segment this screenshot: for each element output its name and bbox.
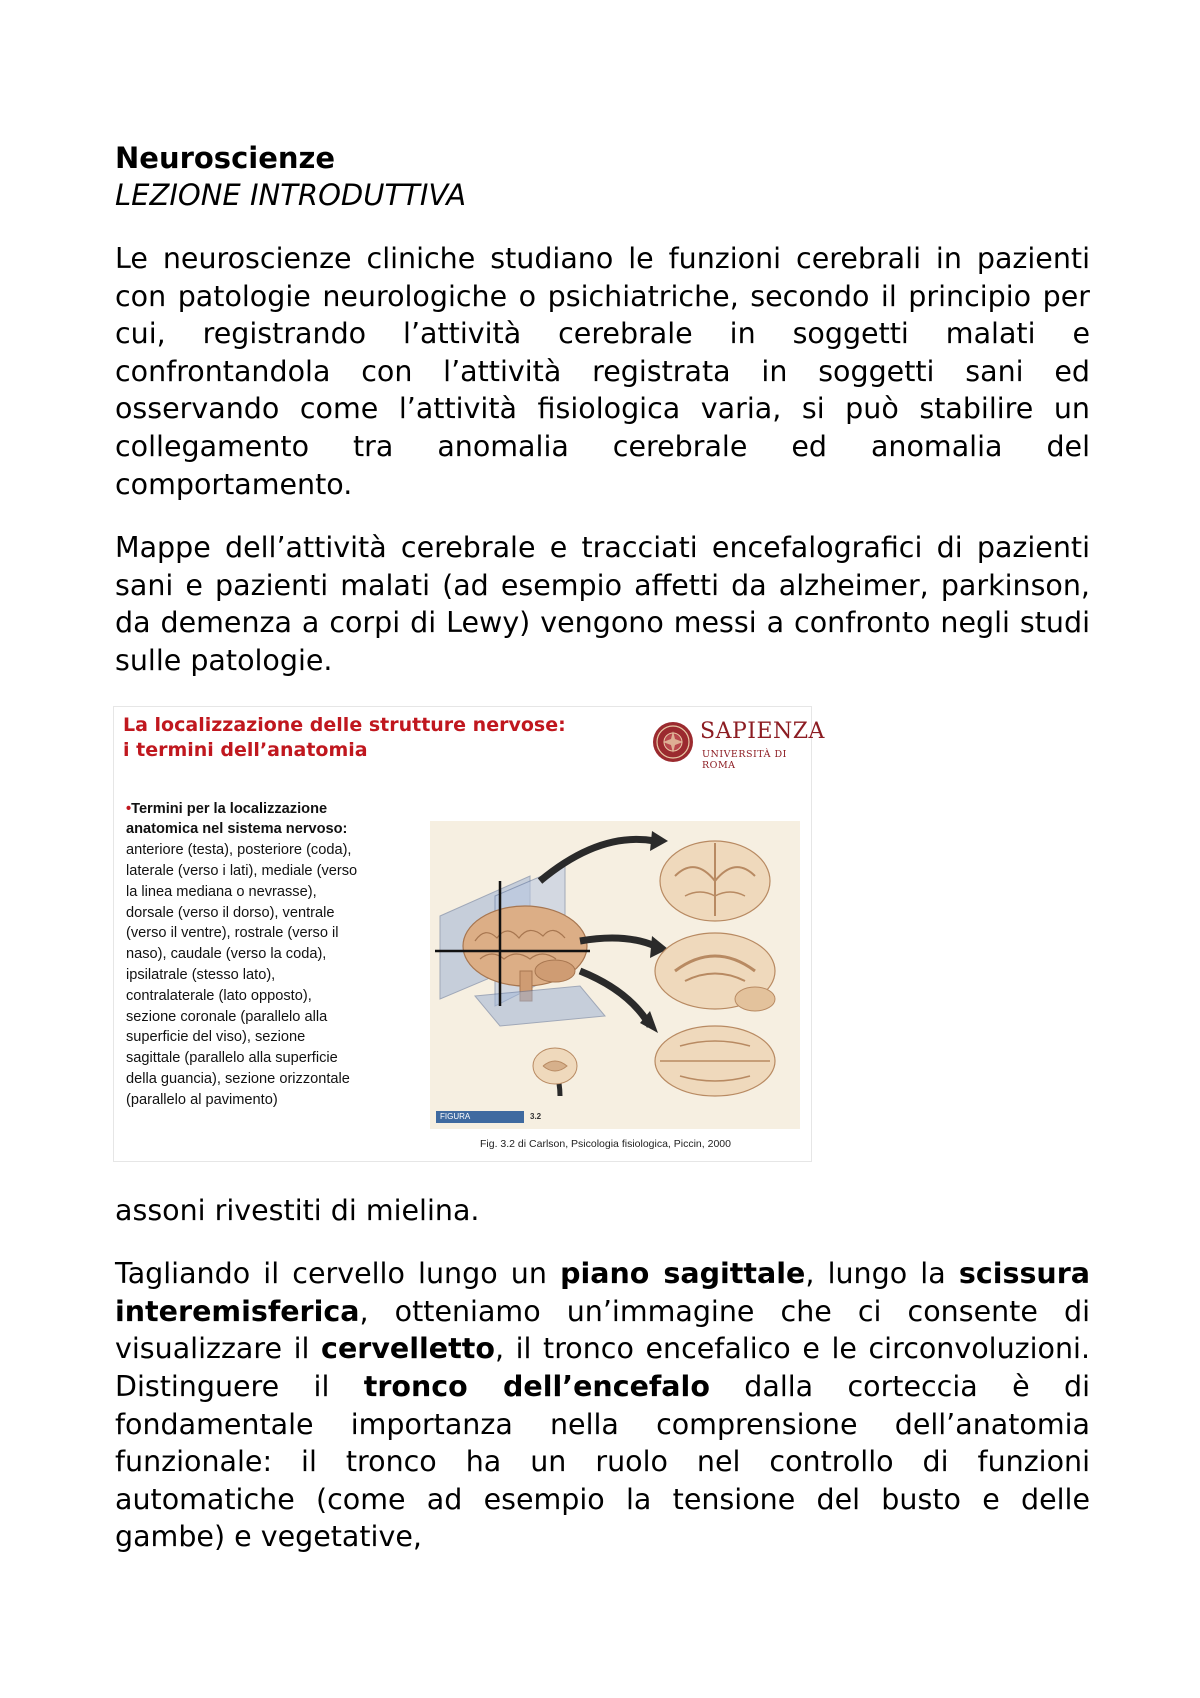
sapienza-logo <box>652 717 825 773</box>
slide-text-line: (parallelo al pavimento) <box>126 1091 278 1108</box>
brain-illustration <box>430 821 800 1129</box>
figure-label: FIGURA <box>436 1111 524 1123</box>
lead-line-2: anatomica nel sistema nervoso: <box>126 821 348 838</box>
logo-subtitle: UNIVERSITÀ DI ROMA <box>702 748 787 771</box>
term-cervelletto: cervelletto <box>321 1332 495 1366</box>
paragraph-4 <box>115 1255 1090 1556</box>
slide-text-line: (verso il ventre), rostrale (verso il <box>126 925 339 942</box>
slide-text-line: superficie del viso), sezione <box>126 1029 306 1046</box>
lecture-slide-figure <box>113 706 825 1162</box>
p4-text-1: Tagliando il cervello lungo un <box>115 1257 561 1291</box>
paragraph-3: assoni rivestiti di mielina. <box>115 1193 480 1227</box>
brain-planes-figure <box>430 821 800 1129</box>
lead-line-1: Termini per la localizzazione <box>131 800 328 817</box>
slide-text-line: sagittale (parallelo alla superficie <box>126 1050 338 1067</box>
document-page <box>115 140 1090 1582</box>
slide-text-line: naso), caudale (verso la coda), <box>126 946 327 963</box>
p4-text-4: , il tronco encefalico e le circonvoluzioni. Distinguere il <box>115 1332 1090 1403</box>
figure-number: 3.2 <box>530 1111 542 1121</box>
slide-title <box>123 713 566 763</box>
slide-title-line-1: La localizzazione delle strutture nervose: <box>123 713 566 736</box>
p4-text-2: , lungo la <box>805 1257 959 1291</box>
term-piano-sagittale: piano sagittale <box>560 1257 806 1291</box>
slide-text-line: dorsale (verso il dorso), ventrale <box>126 904 335 921</box>
logo-name: SAPIENZA <box>700 718 825 744</box>
document-title: Neuroscienze <box>115 141 336 175</box>
slide-text-line: anteriore (testa), posteriore (coda), <box>126 842 352 859</box>
slide-text-line: della guancia), sezione orizzontale <box>126 1070 350 1087</box>
document-subtitle: LEZIONE INTRODUTTIVA <box>115 178 467 212</box>
p4-text-5: dalla corteccia è di fondamentale importanza nella comprensione dell’anatomia funzionale: il tronco ha un ruolo nel controllo di funzioni automatiche (come ad esempio la tensione del busto e delle gambe) e vegetative, <box>115 1369 1090 1554</box>
slide-body-text <box>126 799 416 1111</box>
slide-text-line: ipsilatrale (stesso lato), <box>126 966 276 983</box>
slide-text-line: la linea mediana o nevrasse), <box>126 883 317 900</box>
paragraph-1: Le neuroscienze cliniche studiano le funzioni cerebrali in pazienti con patologie neurologiche o psichiatriche, secondo il principio per cui, registrando l’attività cerebrale in soggetti malati e confrontandola con l’attività registrata in soggetti sani ed osservando come l’attività fisiologica varia, si può stabilire un collegamento tra anomalia cerebrale ed anomalia del comportamento. <box>115 242 1090 501</box>
slide-title-line-2: i termini dell’anatomia <box>123 738 368 761</box>
p4-text-3: , otteniamo un’immagine che ci consente di visualizzare il <box>115 1294 1090 1366</box>
term-scissura-interemisferica: scissura interemisferica <box>115 1257 1090 1328</box>
sapienza-seal-icon <box>652 717 696 767</box>
term-tronco-encefalo: tronco dell’encefalo <box>363 1369 710 1403</box>
slide-text-line: contralaterale (lato opposto), <box>126 987 312 1004</box>
slide-lead <box>126 799 416 841</box>
bullet-mark: • <box>126 800 132 817</box>
slide-text-line: sezione coronale (parallelo alla <box>126 1008 328 1025</box>
slide-text-line: laterale (verso i lati), mediale (verso <box>126 862 358 879</box>
paragraph-2: Mappe dell’attività cerebrale e tracciati encefalografici di pazienti sani e pazienti malati (ad esempio affetti da alzheimer, parkinson, da demenza a corpi di Lewy) vengono messi a confronto negli studi sulle patologie. <box>115 531 1090 677</box>
figure-credit: Fig. 3.2 di Carlson, Psicologia fisiologica, Piccin, 2000 <box>480 1137 731 1150</box>
